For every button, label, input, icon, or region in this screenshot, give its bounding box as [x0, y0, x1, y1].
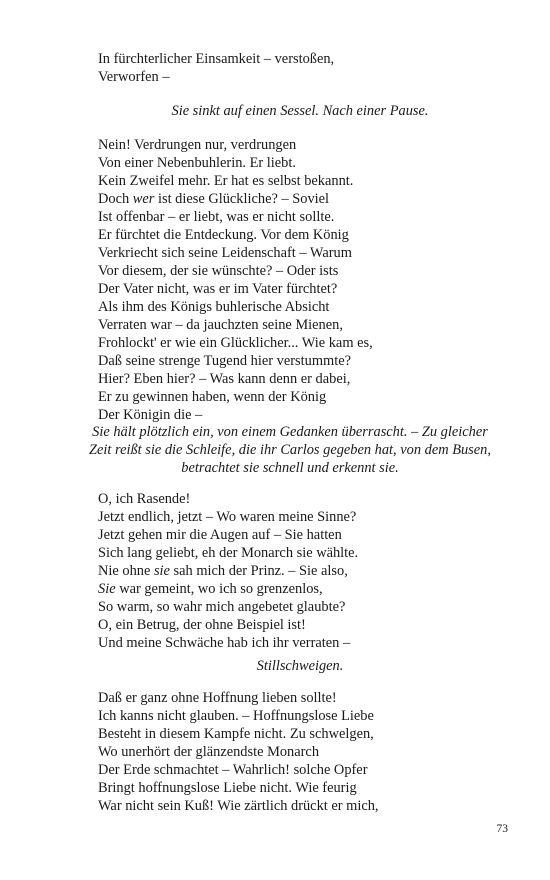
text-line: Sie hält plötzlich ein, von einem Gedanken überrascht. – Zu gleicher	[92, 424, 488, 440]
text-segment: Doch	[98, 191, 133, 207]
text-line: Ich kanns nicht glauben. – Hoffnungslose Liebe	[98, 708, 374, 724]
text-line: War nicht sein Kuß! Wie zärtlich drückt er mich,	[98, 798, 379, 814]
text-line	[98, 580, 358, 598]
verse-block-4	[98, 689, 379, 815]
text-segment: sah mich der Prinz. – Sie also,	[169, 563, 348, 579]
verse-block-2	[98, 136, 373, 424]
text-line: In fürchterlicher Einsamkeit – verstoßen,	[98, 51, 335, 67]
text-line: Jetzt endlich, jetzt – Wo waren meine Sinne?	[98, 509, 357, 525]
text-segment: Nie ohne	[98, 563, 154, 579]
text-line: Daß er ganz ohne Hoffnung lieben sollte!	[98, 690, 337, 706]
text-line: O, ein Betrug, der ohne Beispiel ist!	[98, 617, 306, 633]
text-line: Vor diesem, der sie wünschte? – Oder ists	[98, 263, 339, 279]
text-line: betrachtet sie schnell und erkennt sie.	[181, 460, 399, 476]
text-line: Er fürchtet die Entdeckung. Vor dem König	[98, 227, 349, 243]
text-line: Nein! Verdrungen nur, verdrungen	[98, 137, 297, 153]
text-line: Jetzt gehen mir die Augen auf – Sie hatten	[98, 527, 342, 543]
text-line: Ist offenbar – er liebt, was er nicht sollte.	[98, 209, 335, 225]
text-line: Kein Zweifel mehr. Er hat es selbst bekannt.	[98, 173, 354, 189]
text-line: Sie sinkt auf einen Sessel. Nach einer Pause.	[171, 103, 429, 119]
emphasized-word: Sie	[98, 581, 116, 597]
emphasized-word: sie	[153, 563, 170, 579]
text-segment: war gemeint, wo ich so grenzenlos,	[115, 581, 323, 597]
stage-direction-3	[150, 657, 450, 675]
emphasized-word: wer	[132, 191, 155, 207]
text-line: Der Vater nicht, was er im Vater fürchtet?	[98, 281, 338, 297]
text-segment: ist diese Glückliche? – Soviel	[154, 191, 330, 207]
text-line: Von einer Nebenbuhlerin. Er liebt.	[98, 155, 296, 171]
text-line: O, ich Rasende!	[98, 491, 191, 507]
text-line: Der Königin die –	[98, 407, 203, 423]
text-line: Bringt hoffnungslose Liebe nicht. Wie feurig	[98, 780, 357, 796]
text-line: Sich lang geliebt, eh der Monarch sie wählte.	[98, 545, 359, 561]
text-line: Verworfen –	[98, 69, 170, 85]
stage-direction-1	[75, 102, 525, 120]
text-line	[98, 562, 358, 580]
text-line: Er zu gewinnen haben, wenn der König	[98, 389, 327, 405]
text-line: Frohlockt' er wie ein Glücklicher... Wie kam es,	[98, 335, 373, 351]
verse-block-1	[98, 50, 334, 86]
text-line: Und meine Schwäche hab ich ihr verraten –	[98, 635, 351, 651]
verse-block-3	[98, 490, 358, 652]
text-line: Zeit reißt sie die Schleife, die ihr Carlos gegeben hat, von dem Busen,	[89, 442, 491, 458]
text-line: Verkriecht sich seine Leidenschaft – Warum	[98, 245, 352, 261]
text-line: Als ihm des Königs buhlerische Absicht	[98, 299, 330, 315]
text-line: Daß seine strenge Tugend hier verstummte?	[98, 353, 351, 369]
text-line: Verraten war – da jauchzten seine Mienen,	[98, 317, 343, 333]
page-number: 73	[496, 823, 508, 835]
text-line: Der Erde schmachtet – Wahrlich! solche Opfer	[98, 762, 368, 778]
stage-direction-2	[60, 423, 520, 477]
text-line	[98, 190, 373, 208]
text-line: Wo unerhört der glänzendste Monarch	[98, 744, 320, 760]
text-line: Besteht in diesem Kampfe nicht. Zu schwelgen,	[98, 726, 374, 742]
text-line: Hier? Eben hier? – Was kann denn er dabei,	[98, 371, 351, 387]
text-line: Stillschweigen.	[256, 658, 344, 674]
text-line: So warm, so wahr mich angebetet glaubte?	[98, 599, 346, 615]
